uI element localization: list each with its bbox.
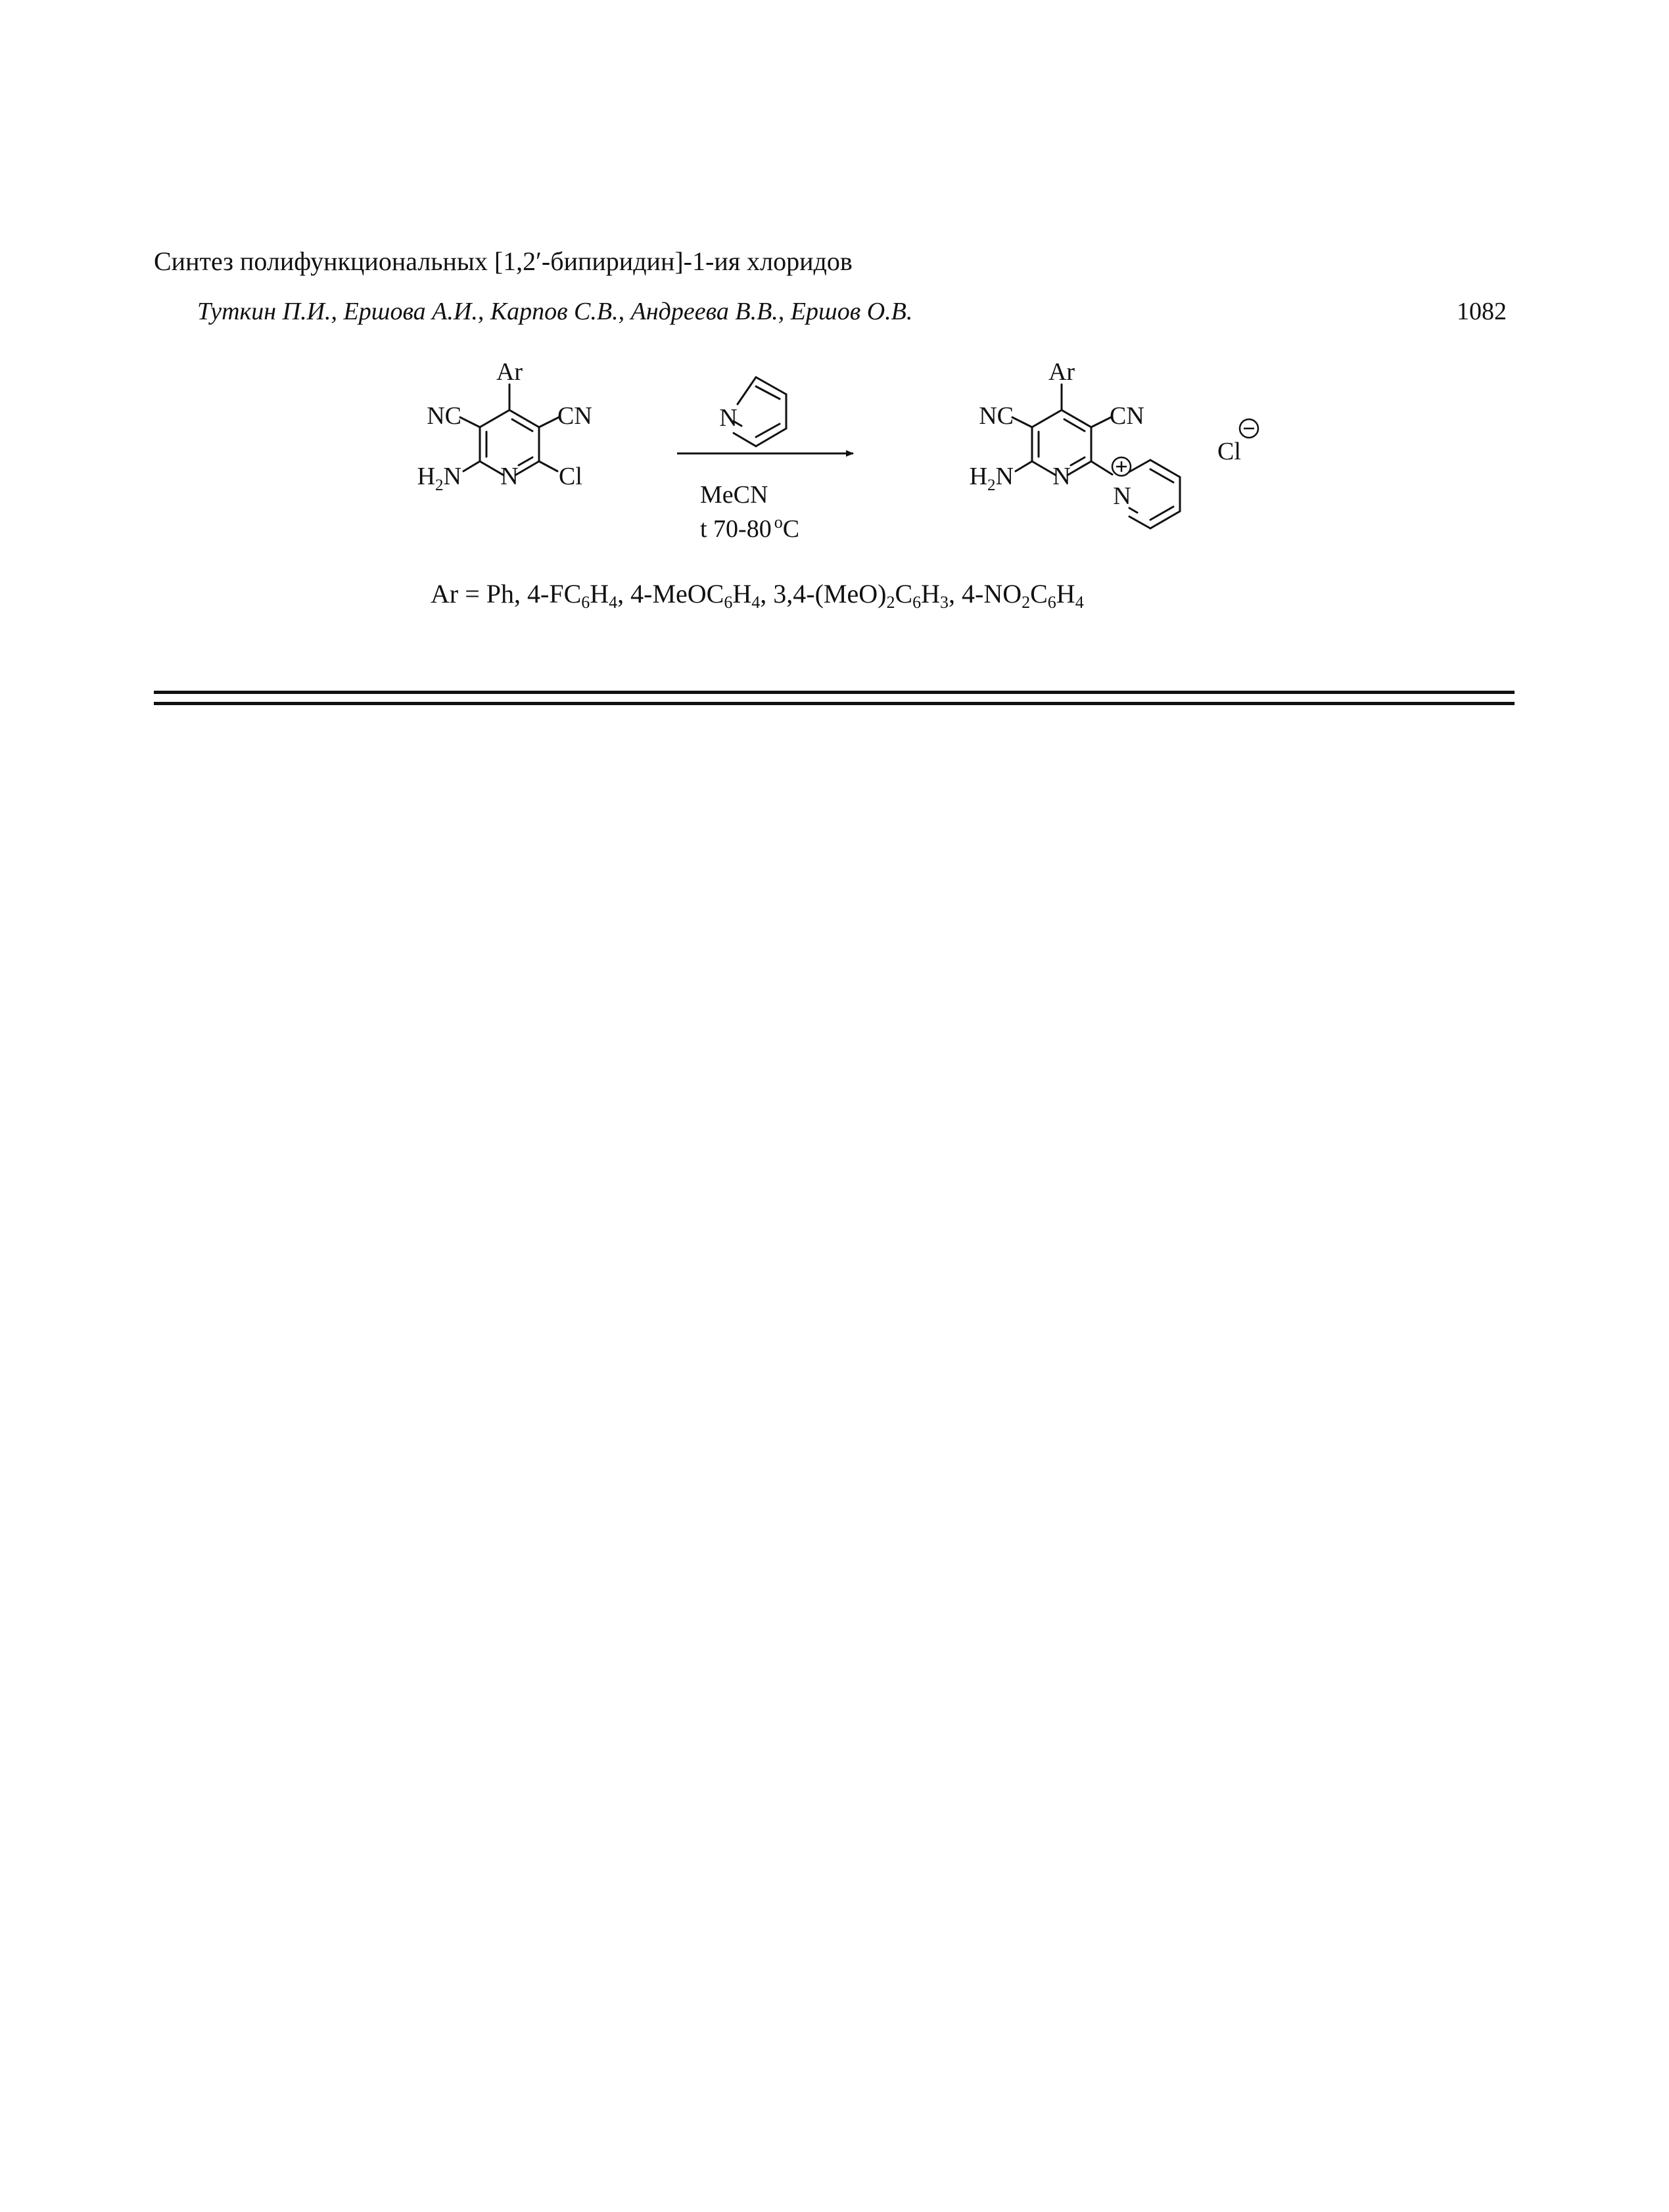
start-amino-h-subscript: 2 <box>435 476 444 494</box>
ar-text-2: H <box>590 579 609 609</box>
ar-definition <box>431 578 1084 610</box>
product-amino-group <box>970 463 1014 494</box>
reagent-pyridine-n: N <box>719 404 738 432</box>
double-rule-top <box>154 691 1515 694</box>
product-amino-h: H <box>969 463 988 490</box>
page-number: 1082 <box>1457 298 1507 325</box>
reaction-arrow-block <box>677 377 853 543</box>
product-ring-n: N <box>1052 463 1071 490</box>
ar-text-9: C <box>1030 579 1048 609</box>
starting-ring-bonds <box>460 384 559 475</box>
counterion-label: Cl <box>1217 438 1241 465</box>
ar-text-5: , 3,4-(MeO) <box>760 579 887 609</box>
double-rule-bottom <box>154 702 1515 705</box>
positive-charge-icon <box>1112 457 1131 476</box>
author-list: Туткин П.И., Ершова А.И., Карпов С.В., Андреева В.В., Ершов О.В. <box>197 298 913 325</box>
ar-text-1: Ar = Ph, 4-FC <box>431 579 582 609</box>
degree-sign: o <box>774 513 783 532</box>
start-ring-n: N <box>500 463 519 490</box>
product-amino-n: N <box>995 463 1014 490</box>
ar-text-6: C <box>895 579 913 609</box>
ar-sub-2: 4 <box>609 593 618 612</box>
start-cl-label: Cl <box>559 463 582 490</box>
ar-sub-7: 3 <box>940 593 949 612</box>
start-amino-group <box>417 463 461 494</box>
product-ar-label: Ar <box>1048 358 1075 386</box>
ar-sub-9: 6 <box>1047 593 1056 612</box>
ar-sub-8: 2 <box>1022 593 1031 612</box>
product-amino-h-subscript: 2 <box>987 476 996 494</box>
ar-sub-3: 6 <box>724 593 733 612</box>
ar-sub-6: 6 <box>912 593 922 612</box>
ar-sub-5: 2 <box>886 593 895 612</box>
temperature-value: t 70-80 <box>700 515 772 543</box>
negative-charge-icon <box>1240 419 1258 438</box>
ar-text-8: , 4-NO <box>949 579 1022 609</box>
start-ar-label: Ar <box>496 358 523 386</box>
ar-sub-4: 4 <box>751 593 761 612</box>
start-nc-label: NC <box>427 402 461 430</box>
product-cn-label: CN <box>1110 402 1144 430</box>
ar-sub-10: 4 <box>1075 593 1084 612</box>
ar-text-3: , 4-MeOC <box>617 579 724 609</box>
temperature-unit: C <box>782 515 800 543</box>
product-nc-label: NC <box>979 402 1014 430</box>
article-title: Синтез полифункциональных [1,2′-бипиридин]-1-ия хлоридов <box>154 246 853 276</box>
start-amino-n: N <box>443 463 461 490</box>
pyridinium-ring-bonds <box>1129 460 1180 528</box>
solvent-label: MeCN <box>700 481 768 509</box>
starting-pyridine <box>417 358 592 494</box>
start-cn-label: CN <box>557 402 592 430</box>
ar-text-10: H <box>1056 579 1075 609</box>
start-amino-h: H <box>417 463 436 490</box>
ar-sub-1: 6 <box>581 593 590 612</box>
temperature-label <box>700 513 799 543</box>
product-ring-bonds <box>1012 384 1112 475</box>
ar-text-7: H <box>921 579 941 609</box>
reagent-pyridine <box>734 377 786 446</box>
product-bipyridinium <box>970 358 1258 528</box>
reaction-scheme <box>368 358 1302 555</box>
ar-text-4: H <box>732 579 752 609</box>
pyridinium-n: N <box>1113 482 1131 510</box>
